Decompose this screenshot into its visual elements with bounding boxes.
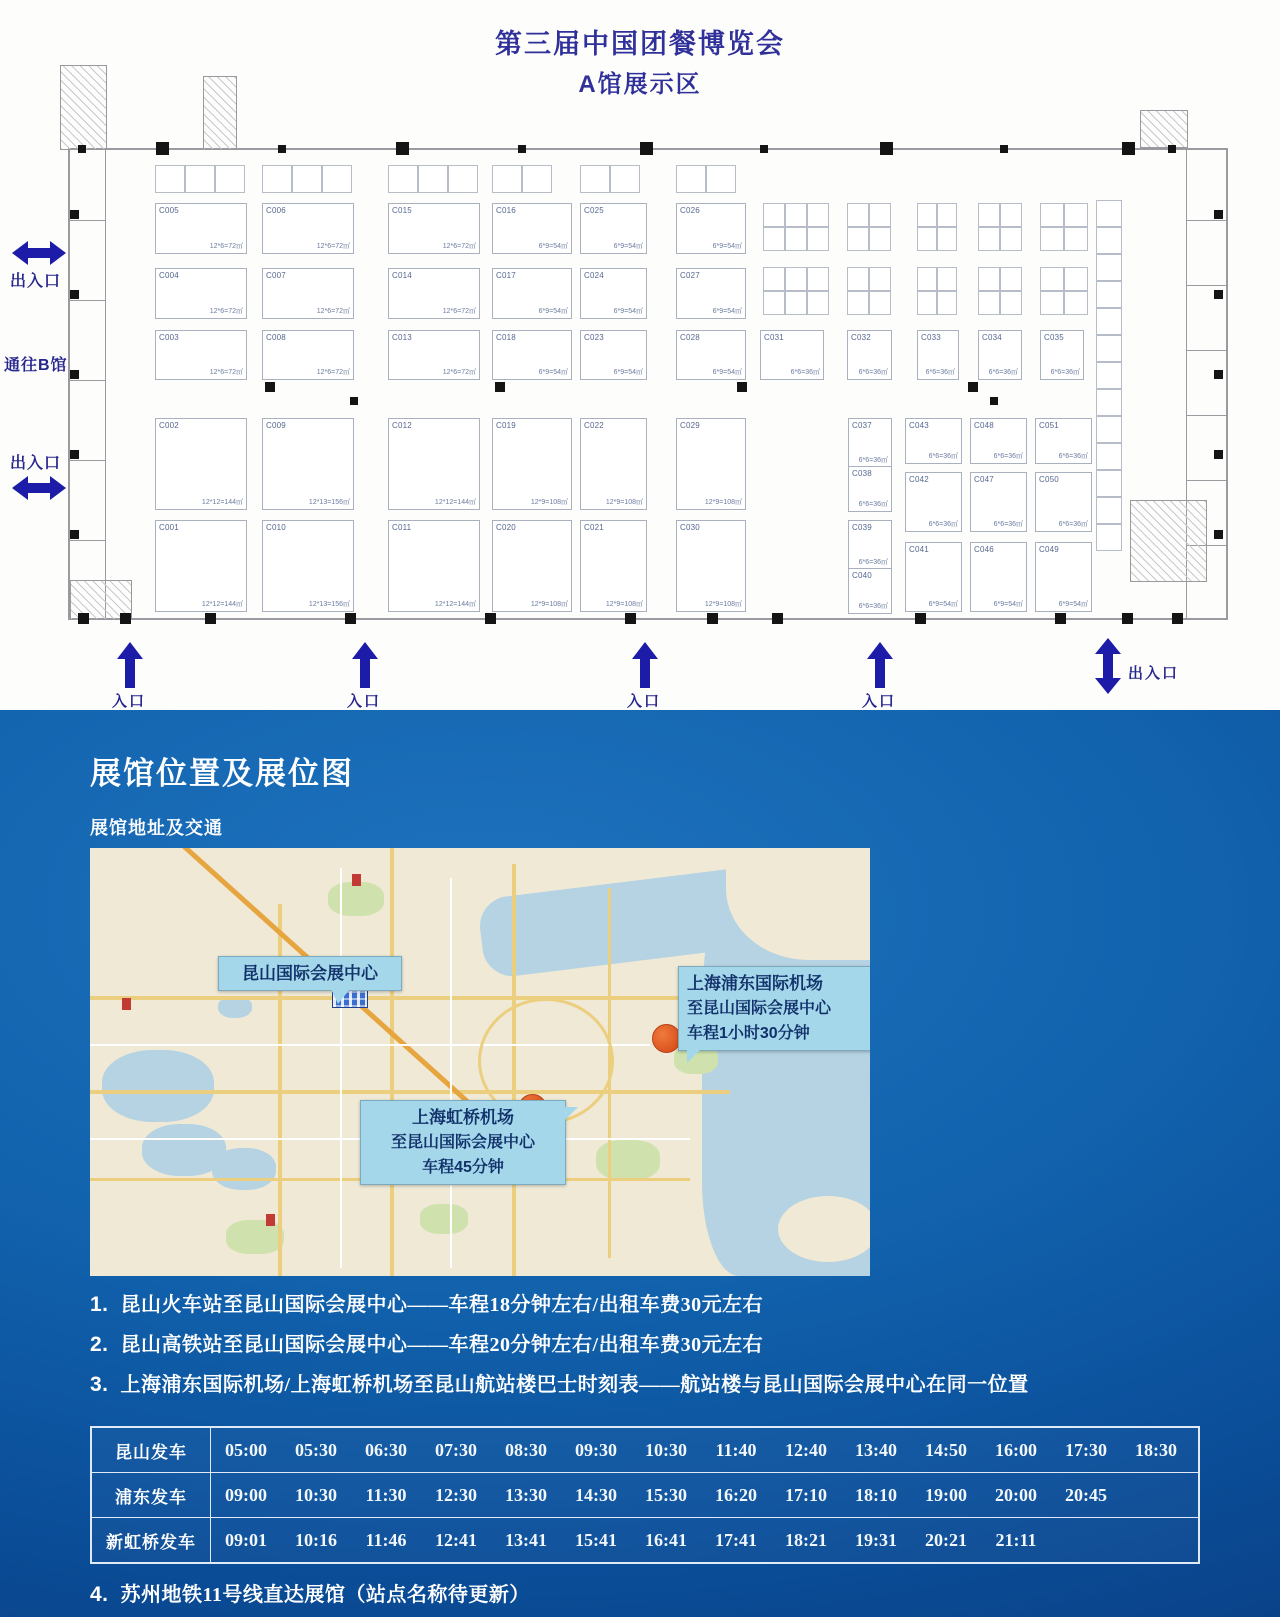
left-top-exit-label: 出入口 [10, 273, 62, 290]
small-booth-cell [917, 291, 937, 315]
booth-cell: C047 6*6=36㎡ [970, 472, 1027, 532]
road [450, 878, 452, 1268]
small-booth-cell [807, 291, 829, 315]
column-pillar [70, 290, 79, 299]
small-booth-cell [155, 165, 185, 193]
column-pillar [78, 145, 86, 153]
small-booth-cell [1000, 227, 1022, 251]
wall [68, 380, 105, 381]
small-booth-cell [1096, 416, 1122, 443]
small-booth-cell [185, 165, 215, 193]
pudong-callout [678, 966, 870, 1051]
timetable-label: 浦东发车 [92, 1473, 211, 1517]
booth-cell: C006 12*6=72㎡ [262, 203, 354, 254]
small-booth-cell [1096, 524, 1122, 551]
booth-cell: C023 6*9=54㎡ [580, 330, 647, 380]
small-booth-cell [1096, 443, 1122, 470]
small-booth-cell [807, 203, 829, 227]
small-booth-cell [1040, 267, 1064, 291]
small-booth-cell [869, 227, 891, 251]
wall [68, 618, 1228, 620]
timetable-times [211, 1428, 1198, 1472]
booth-cell: C014 12*6=72㎡ [388, 268, 480, 319]
small-booth-cell [978, 291, 1000, 315]
column-pillar [1172, 613, 1183, 624]
booth-cell: C034 6*6=36㎡ [978, 330, 1022, 380]
note-number: 1. [90, 1293, 109, 1316]
booth-cell: C016 6*9=54㎡ [492, 203, 572, 254]
column-pillar [1214, 450, 1223, 459]
left-bottom-doorway-arrow-icon [12, 476, 66, 500]
small-booth-cell [978, 227, 1000, 251]
left-top-doorway-arrow-icon [12, 241, 66, 265]
note-text: 苏州地铁11号线直达展馆（站点名称待更新） [120, 1584, 530, 1606]
small-booth-cell [580, 165, 610, 193]
small-booth-cell [676, 165, 706, 193]
column-pillar [772, 613, 783, 624]
booth-cell: C025 6*9=54㎡ [580, 203, 647, 254]
booth-cell: C004 12*6=72㎡ [155, 268, 247, 319]
entrance-arrow-icon [867, 642, 893, 688]
small-booth-cell [292, 165, 322, 193]
landmark [266, 1214, 275, 1226]
small-booth-cell [785, 291, 807, 315]
hongqiao-callout [360, 1100, 566, 1185]
timetable-time: 05:00 [225, 1439, 267, 1460]
plan-title: 第三届中国团餐博览会 [495, 29, 785, 59]
note-number: 3. [90, 1373, 109, 1396]
stairwell [1130, 500, 1207, 582]
timetable-time: 10:30 [295, 1484, 337, 1505]
timetable-time: 06:30 [365, 1439, 407, 1460]
small-booth-cell [1064, 227, 1088, 251]
column-pillar [1055, 613, 1066, 624]
column-pillar [915, 613, 926, 624]
column-pillar [518, 145, 526, 153]
road [90, 1090, 730, 1094]
column-pillar [707, 613, 718, 624]
small-booth-cell [1096, 389, 1122, 416]
timetable-time: 17:10 [785, 1484, 827, 1505]
pudong-line3: 车程1小时30分钟 [687, 1025, 810, 1042]
right-exit-label: 出入口 [1128, 665, 1180, 682]
small-booth-cell [917, 203, 937, 227]
booth-cell: C017 6*9=54㎡ [492, 268, 572, 319]
right-doorway-arrow-icon [1095, 638, 1121, 694]
wall [68, 220, 105, 221]
small-booth-cell [262, 165, 292, 193]
booth-cell: C015 12*6=72㎡ [388, 203, 480, 254]
timetable-time: 12:30 [435, 1484, 477, 1505]
small-booth-cell [869, 203, 891, 227]
small-booth-cell [807, 267, 829, 291]
note-number: 4. [90, 1583, 109, 1606]
column-pillar [396, 142, 409, 155]
small-booth-cell [522, 165, 552, 193]
column-pillar [120, 613, 131, 624]
section-subheading: 展馆地址及交通 [90, 818, 223, 838]
note-number: 2. [90, 1333, 109, 1356]
small-booth-cell [785, 267, 807, 291]
booth-cell: C007 12*6=72㎡ [262, 268, 354, 319]
booth-cell: C039 6*6=36㎡ [848, 520, 892, 570]
entrance-label-2: 入口 [347, 693, 382, 710]
bus-timetable [90, 1426, 1200, 1564]
small-booth-cell [763, 291, 785, 315]
venue-map [90, 848, 870, 1276]
wall [68, 540, 105, 541]
small-booth-cell [807, 227, 829, 251]
timetable-time: 18:30 [1135, 1439, 1177, 1460]
column-pillar [760, 145, 768, 153]
booth-cell: C049 6*9=54㎡ [1035, 542, 1092, 612]
small-booth-cell [847, 267, 869, 291]
small-booth-cell [1064, 267, 1088, 291]
column-pillar [1168, 145, 1176, 153]
timetable-times [211, 1473, 1198, 1517]
timetable-time: 07:30 [435, 1439, 477, 1460]
column-pillar [70, 370, 79, 379]
timetable-time: 08:30 [505, 1439, 547, 1460]
column-pillar [1214, 530, 1223, 539]
column-pillar [205, 613, 216, 624]
entrance-label-1: 入口 [112, 693, 147, 710]
timetable-time: 09:30 [575, 1439, 617, 1460]
wall [1186, 350, 1228, 351]
stairwell [60, 65, 107, 150]
timetable-time: 13:41 [505, 1529, 547, 1550]
small-booth-cell [1096, 254, 1122, 281]
timetable-time: 10:16 [295, 1529, 337, 1550]
column-pillar [968, 382, 978, 392]
column-pillar [1214, 370, 1223, 379]
column-pillar [1214, 290, 1223, 299]
booth-cell: C046 6*9=54㎡ [970, 542, 1027, 612]
column-pillar [156, 142, 169, 155]
stairwell [203, 76, 237, 150]
timetable-time: 12:41 [435, 1529, 477, 1550]
booth-cell: C043 6*6=36㎡ [905, 418, 962, 464]
road [340, 868, 342, 1268]
small-booth-cell [1064, 291, 1088, 315]
small-booth-cell [869, 267, 891, 291]
note-text: 上海浦东国际机场/上海虹桥机场至昆山航站楼巴士时刻表——航站楼与昆山国际会展中心在同一位置 [120, 1374, 1029, 1396]
booth-cell: C008 12*6=72㎡ [262, 330, 354, 380]
booth-cell: C037 6*6=36㎡ [848, 418, 892, 468]
timetable-row [92, 1517, 1198, 1562]
small-booth-cell [1096, 362, 1122, 389]
booth-cell: C032 6*6=36㎡ [847, 330, 892, 380]
plan-subtitle: A馆展示区 [578, 71, 702, 98]
small-booth-cell [610, 165, 640, 193]
pudong-line1: 上海浦东国际机场 [687, 974, 823, 993]
location-section [0, 710, 1280, 1617]
entrance-arrow-icon [632, 642, 658, 688]
timetable-time: 11:30 [365, 1484, 407, 1505]
column-pillar [737, 382, 747, 392]
small-booth-cell [322, 165, 352, 193]
booth-cell: C013 12*6=72㎡ [388, 330, 480, 380]
timetable-time: 17:30 [1065, 1439, 1107, 1460]
timetable-times [211, 1518, 1198, 1562]
timetable-time: 09:01 [225, 1529, 267, 1550]
booth-cell: C010 12*13=156㎡ [262, 520, 354, 612]
small-booth-cell [785, 203, 807, 227]
entrance-arrow-icon [352, 642, 378, 688]
small-booth-cell [215, 165, 245, 193]
timetable-time: 16:41 [645, 1529, 687, 1550]
road [390, 848, 394, 1276]
small-booth-cell [1096, 308, 1122, 335]
timetable-label: 昆山发车 [92, 1428, 211, 1472]
hongqiao-line2: 至昆山国际会展中心 [390, 1134, 535, 1151]
booth-cell: C041 6*9=54㎡ [905, 542, 962, 612]
column-pillar [265, 382, 275, 392]
note-text: 昆山高铁站至昆山国际会展中心——车程20分钟左右/出租车费30元左右 [120, 1334, 764, 1356]
column-pillar [625, 613, 636, 624]
column-pillar [1122, 142, 1135, 155]
small-booth-cell [388, 165, 418, 193]
column-pillar [278, 145, 286, 153]
wall [1186, 480, 1228, 481]
wall [68, 460, 105, 461]
lake [102, 1050, 214, 1122]
timetable-time: 18:21 [785, 1529, 827, 1550]
note-item [90, 1328, 763, 1357]
small-booth-cell [1096, 227, 1122, 254]
column-pillar [70, 530, 79, 539]
landmark [352, 874, 361, 886]
timetable-time: 16:00 [995, 1439, 1037, 1460]
stairwell [1140, 110, 1188, 148]
timetable-time: 05:30 [295, 1439, 337, 1460]
booth-cell: C029 12*9=108㎡ [676, 418, 746, 510]
small-booth-cell [763, 203, 785, 227]
small-booth-cell [847, 291, 869, 315]
wall [1186, 220, 1228, 221]
timetable-time: 12:40 [785, 1439, 827, 1460]
timetable-time: 17:41 [715, 1529, 757, 1550]
small-booth-cell [937, 203, 957, 227]
booth-cell: C026 6*9=54㎡ [676, 203, 746, 254]
booth-cell: C051 6*6=36㎡ [1035, 418, 1092, 464]
small-booth-cell [1000, 267, 1022, 291]
timetable-row [92, 1472, 1198, 1517]
section-heading: 展馆位置及展位图 [90, 756, 354, 791]
small-booth-cell [1000, 203, 1022, 227]
booth-cell: C009 12*13=156㎡ [262, 418, 354, 510]
column-pillar [485, 613, 496, 624]
booth-cell: C050 6*6=36㎡ [1035, 472, 1092, 532]
booth-cell: C001 12*12=144㎡ [155, 520, 247, 612]
park [420, 1204, 468, 1234]
booth-cell: C018 6*9=54㎡ [492, 330, 572, 380]
booth-cell: C028 6*9=54㎡ [676, 330, 746, 380]
column-pillar [1122, 613, 1133, 624]
wall [1186, 415, 1228, 416]
small-booth-cell [917, 267, 937, 291]
entrance-label-4: 入口 [862, 693, 897, 710]
to-hall-b-label: 通往B馆 [4, 357, 68, 374]
booth-cell: C042 6*6=36㎡ [905, 472, 962, 532]
small-booth-cell [1000, 291, 1022, 315]
note-item [90, 1578, 530, 1607]
timetable-time: 14:50 [925, 1439, 967, 1460]
note-item [90, 1288, 763, 1317]
timetable-time: 13:30 [505, 1484, 547, 1505]
park [596, 1140, 660, 1180]
column-pillar [78, 613, 89, 624]
floor-plan [60, 60, 1230, 645]
small-booth-cell [937, 227, 957, 251]
small-booth-cell [448, 165, 478, 193]
small-booth-cell [763, 267, 785, 291]
small-booth-cell [917, 227, 937, 251]
note-item [90, 1368, 1029, 1397]
wall [68, 300, 105, 301]
small-booth-cell [492, 165, 522, 193]
note-text: 昆山火车站至昆山国际会展中心——车程18分钟左右/出租车费30元左右 [120, 1294, 764, 1316]
timetable-time: 10:30 [645, 1439, 687, 1460]
booth-cell: C031 6*6=36㎡ [760, 330, 824, 380]
entrance-label-3: 入口 [627, 693, 662, 710]
column-pillar [640, 142, 653, 155]
wall [1226, 148, 1228, 620]
timetable-time: 16:20 [715, 1484, 757, 1505]
timetable-time: 19:31 [855, 1529, 897, 1550]
callout-pointer [564, 1107, 578, 1121]
park [226, 1220, 284, 1254]
small-booth-cell [1096, 470, 1122, 497]
entrance-arrow-icon [117, 642, 143, 688]
column-pillar [990, 397, 998, 405]
timetable-time: 21:11 [995, 1529, 1037, 1550]
small-booth-cell [1096, 281, 1122, 308]
map-marker-pudong [652, 1024, 681, 1053]
small-booth-cell [1040, 227, 1064, 251]
lake [212, 1148, 276, 1190]
callout-pointer [687, 1049, 701, 1063]
booth-cell: C012 12*12=144㎡ [388, 418, 480, 510]
booth-cell: C040 6*6=36㎡ [848, 568, 892, 614]
booth-cell: C027 6*9=54㎡ [676, 268, 746, 319]
small-booth-cell [978, 267, 1000, 291]
column-pillar [345, 613, 356, 624]
small-booth-cell [706, 165, 736, 193]
booth-cell: C033 6*6=36㎡ [917, 330, 959, 380]
small-booth-cell [937, 267, 957, 291]
small-booth-cell [937, 291, 957, 315]
timetable-time: 15:30 [645, 1484, 687, 1505]
small-booth-cell [1040, 203, 1064, 227]
booth-cell: C038 6*6=36㎡ [848, 466, 892, 512]
booth-cell: C030 12*9=108㎡ [676, 520, 746, 612]
timetable-time: 15:41 [575, 1529, 617, 1550]
booth-cell: C035 6*6=36㎡ [1040, 330, 1084, 380]
small-booth-cell [847, 227, 869, 251]
column-pillar [70, 210, 79, 219]
small-booth-cell [1096, 335, 1122, 362]
small-booth-cell [1040, 291, 1064, 315]
column-pillar [495, 382, 505, 392]
wall [1186, 285, 1228, 286]
booth-cell: C011 12*12=144㎡ [388, 520, 480, 612]
timetable-time: 19:00 [925, 1484, 967, 1505]
booth-cell: C024 6*9=54㎡ [580, 268, 647, 319]
park [328, 882, 384, 916]
timetable-time: 11:40 [715, 1439, 757, 1460]
small-booth-cell [785, 227, 807, 251]
timetable-time: 11:46 [365, 1529, 407, 1550]
column-pillar [70, 450, 79, 459]
column-pillar [1214, 210, 1223, 219]
left-bottom-exit-label: 出入口 [10, 455, 62, 472]
timetable-time: 13:40 [855, 1439, 897, 1460]
small-booth-cell [869, 291, 891, 315]
timetable-row [92, 1428, 1198, 1472]
timetable-label: 新虹桥发车 [92, 1518, 211, 1562]
callout-pointer [331, 989, 350, 1004]
timetable-time: 20:00 [995, 1484, 1037, 1505]
column-pillar [350, 397, 358, 405]
hongqiao-line3: 车程45分钟 [422, 1159, 504, 1176]
booth-cell: C003 12*6=72㎡ [155, 330, 247, 380]
booth-cell: C021 12*9=108㎡ [580, 520, 647, 612]
small-booth-cell [1096, 497, 1122, 524]
small-booth-cell [418, 165, 448, 193]
column-pillar [1000, 145, 1008, 153]
booth-cell: C005 12*6=72㎡ [155, 203, 247, 254]
timetable-time: 09:00 [225, 1484, 267, 1505]
booth-cell: C019 12*9=108㎡ [492, 418, 572, 510]
timetable-time: 20:45 [1065, 1484, 1107, 1505]
pudong-line2: 至昆山国际会展中心 [687, 1000, 832, 1017]
small-booth-cell [978, 203, 1000, 227]
wall [105, 148, 106, 620]
small-booth-cell [1064, 203, 1088, 227]
timetable-time: 18:10 [855, 1484, 897, 1505]
map-island [778, 1196, 870, 1262]
booth-cell: C022 12*9=108㎡ [580, 418, 647, 510]
small-booth-cell [1096, 200, 1122, 227]
booth-cell: C020 12*9=108㎡ [492, 520, 572, 612]
small-booth-cell [763, 227, 785, 251]
booth-cell: C002 12*12=144㎡ [155, 418, 247, 510]
venue-callout-text: 昆山国际会展中心 [242, 964, 378, 983]
column-pillar [880, 142, 893, 155]
floor-plan-section [0, 0, 1280, 710]
small-booth-cell [847, 203, 869, 227]
hongqiao-line1: 上海虹桥机场 [412, 1108, 514, 1127]
landmark [122, 998, 131, 1010]
timetable-time: 20:21 [925, 1529, 967, 1550]
timetable-time: 14:30 [575, 1484, 617, 1505]
booth-cell: C048 6*6=36㎡ [970, 418, 1027, 464]
venue-callout [218, 956, 402, 991]
